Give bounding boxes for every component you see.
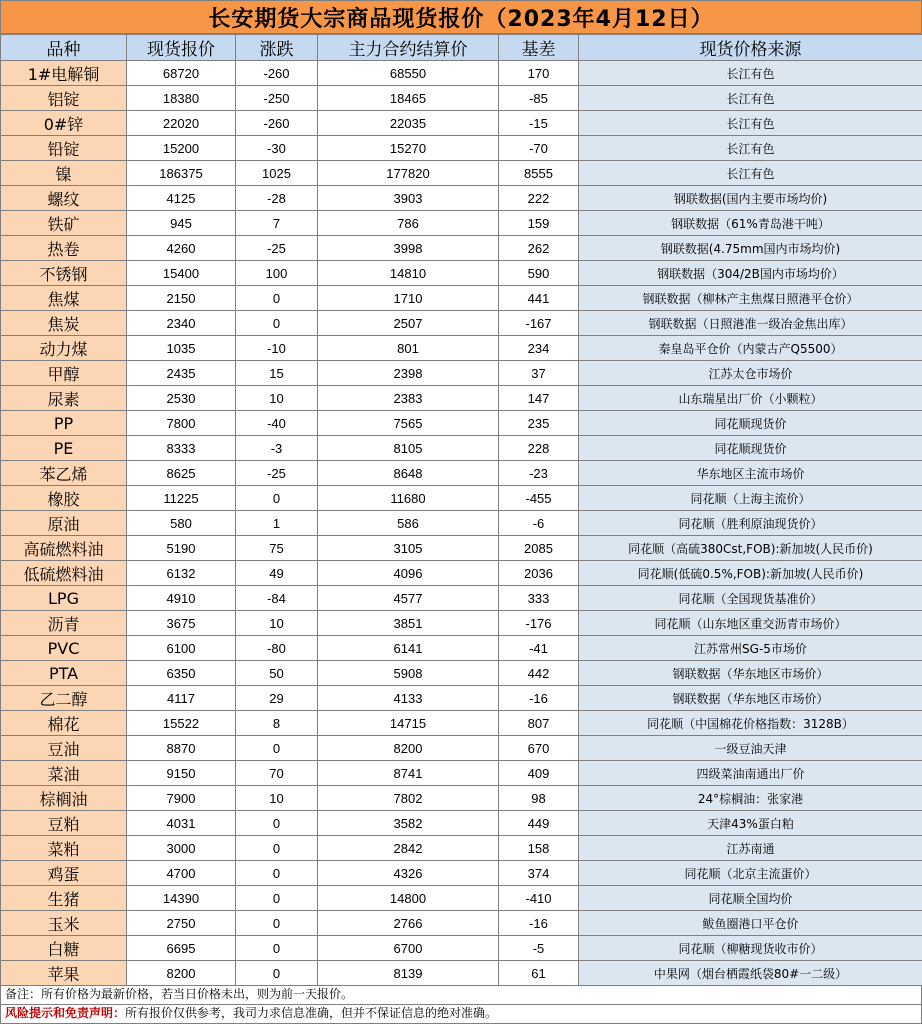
price-change: -80 (236, 636, 318, 661)
basis-value: -15 (499, 111, 579, 136)
price-source: 华东地区主流市场价 (579, 461, 922, 486)
basis-value: 8555 (499, 161, 579, 186)
spot-price: 6100 (127, 636, 236, 661)
commodity-name: PE (1, 436, 127, 461)
basis-value: 222 (499, 186, 579, 211)
table-row (1, 286, 922, 311)
spot-price: 2150 (127, 286, 236, 311)
commodity-name: 菜粕 (1, 836, 127, 861)
basis-value: 2085 (499, 536, 579, 561)
header-spot-price: 现货报价 (127, 35, 236, 61)
spot-price: 8625 (127, 461, 236, 486)
price-source: 钢联数据（日照港准一级冶金焦出库） (579, 311, 922, 336)
price-source: 山东瑞星出厂价（小颗粒） (579, 386, 922, 411)
spot-price: 3000 (127, 836, 236, 861)
table-row (1, 636, 922, 661)
price-change: -84 (236, 586, 318, 611)
commodity-name: 铅锭 (1, 136, 127, 161)
header-commodity: 品种 (1, 35, 127, 61)
spot-price: 580 (127, 511, 236, 536)
basis-value: -6 (499, 511, 579, 536)
settlement-price: 801 (318, 336, 499, 361)
price-change: 10 (236, 611, 318, 636)
settlement-price: 4326 (318, 861, 499, 886)
table-row (1, 811, 922, 836)
settlement-price: 4096 (318, 561, 499, 586)
price-source: 钢联数据（华东地区市场价） (579, 661, 922, 686)
commodity-name: 沥青 (1, 611, 127, 636)
basis-value: 590 (499, 261, 579, 286)
basis-value: 147 (499, 386, 579, 411)
price-source: 长江有色 (579, 61, 922, 86)
basis-value: -23 (499, 461, 579, 486)
risk-text: 所有报价仅供参考，我司力求信息准确，但并不保证信息的绝对准确。 (125, 1006, 498, 1020)
price-source: 钢联数据(4.75mm国内市场均价) (579, 236, 922, 261)
price-change: 49 (236, 561, 318, 586)
table-row (1, 111, 922, 136)
basis-value: -70 (499, 136, 579, 161)
commodity-name: 螺纹 (1, 186, 127, 211)
table-row (1, 911, 922, 936)
price-source: 同花顺（北京主流蛋价） (579, 861, 922, 886)
basis-value: -410 (499, 886, 579, 911)
table-row (1, 761, 922, 786)
table-row (1, 361, 922, 386)
basis-value: 98 (499, 786, 579, 811)
spot-price: 8333 (127, 436, 236, 461)
price-change: 0 (236, 911, 318, 936)
risk-label: 风险提示和免责声明： (5, 1006, 126, 1020)
price-source: 长江有色 (579, 86, 922, 111)
settlement-price: 68550 (318, 61, 499, 86)
settlement-price: 3105 (318, 536, 499, 561)
commodity-name: 原油 (1, 511, 127, 536)
table-row (1, 261, 922, 286)
basis-value: -41 (499, 636, 579, 661)
table-row (1, 511, 922, 536)
price-source: 钢联数据(国内主要市场均价) (579, 186, 922, 211)
settlement-price: 22035 (318, 111, 499, 136)
price-change: 29 (236, 686, 318, 711)
basis-value: 441 (499, 286, 579, 311)
price-source: 同花顺（高硫380Cst,FOB):新加坡(人民币价) (579, 536, 922, 561)
basis-value: -16 (499, 911, 579, 936)
settlement-price: 2383 (318, 386, 499, 411)
basis-value: 333 (499, 586, 579, 611)
spot-price: 22020 (127, 111, 236, 136)
price-source: 钢联数据（华东地区市场价） (579, 686, 922, 711)
commodity-name: 鸡蛋 (1, 861, 127, 886)
basis-value: 374 (499, 861, 579, 886)
settlement-price: 2842 (318, 836, 499, 861)
price-table (0, 34, 922, 986)
settlement-price: 8200 (318, 736, 499, 761)
footer-disclaimer (0, 1005, 922, 1024)
table-row (1, 736, 922, 761)
basis-value: 37 (499, 361, 579, 386)
price-change: 10 (236, 386, 318, 411)
spot-price: 15522 (127, 711, 236, 736)
commodity-name: PTA (1, 661, 127, 686)
basis-value: 228 (499, 436, 579, 461)
settlement-price: 15270 (318, 136, 499, 161)
price-source: 钢联数据（柳林产主焦煤日照港平仓价） (579, 286, 922, 311)
basis-value: -85 (499, 86, 579, 111)
commodity-name: 焦煤 (1, 286, 127, 311)
commodity-name: 不锈钢 (1, 261, 127, 286)
spot-price: 8870 (127, 736, 236, 761)
table-row (1, 936, 922, 961)
price-source: 同花顺现货价 (579, 436, 922, 461)
price-source: 同花顺（中国棉花价格指数：3128B） (579, 711, 922, 736)
price-source: 同花顺现货价 (579, 411, 922, 436)
commodity-name: 高硫燃料油 (1, 536, 127, 561)
commodity-name: 铝锭 (1, 86, 127, 111)
table-row (1, 961, 922, 986)
price-change: 100 (236, 261, 318, 286)
settlement-price: 5908 (318, 661, 499, 686)
price-change: 0 (236, 961, 318, 986)
basis-value: -455 (499, 486, 579, 511)
spot-price: 4700 (127, 861, 236, 886)
header-basis: 基差 (499, 35, 579, 61)
price-change: -10 (236, 336, 318, 361)
price-change: 0 (236, 311, 318, 336)
price-source: 鲅鱼圈港口平仓价 (579, 911, 922, 936)
price-source: 钢联数据（304/2B国内市场均价） (579, 261, 922, 286)
settlement-price: 11680 (318, 486, 499, 511)
settlement-price: 8105 (318, 436, 499, 461)
price-change: -260 (236, 61, 318, 86)
commodity-name: LPG (1, 586, 127, 611)
basis-value: 670 (499, 736, 579, 761)
table-row (1, 586, 922, 611)
price-source: 同花顺（胜利原油现货价） (579, 511, 922, 536)
table-row (1, 836, 922, 861)
commodity-name: PP (1, 411, 127, 436)
basis-value: 158 (499, 836, 579, 861)
commodity-name: 棉花 (1, 711, 127, 736)
price-change: 50 (236, 661, 318, 686)
price-source: 江苏太仓市场价 (579, 361, 922, 386)
header-row (1, 35, 922, 61)
price-source: 同花顺（柳糖现货收市价） (579, 936, 922, 961)
price-source: 同花顺（上海主流价） (579, 486, 922, 511)
commodity-name: 豆粕 (1, 811, 127, 836)
spot-price: 14390 (127, 886, 236, 911)
spot-price: 7800 (127, 411, 236, 436)
spot-price: 4260 (127, 236, 236, 261)
price-change: -3 (236, 436, 318, 461)
price-source: 长江有色 (579, 136, 922, 161)
table-row (1, 786, 922, 811)
price-change: -30 (236, 136, 318, 161)
header-source: 现货价格来源 (579, 35, 922, 61)
price-source: 秦皇岛平仓价（内蒙古产Q5500） (579, 336, 922, 361)
settlement-price: 8741 (318, 761, 499, 786)
settlement-price: 786 (318, 211, 499, 236)
basis-value: -16 (499, 686, 579, 711)
basis-value: 61 (499, 961, 579, 986)
header-settlement: 主力合约结算价 (318, 35, 499, 61)
price-change: 0 (236, 861, 318, 886)
price-change: 8 (236, 711, 318, 736)
commodity-name: 白糖 (1, 936, 127, 961)
settlement-price: 6141 (318, 636, 499, 661)
basis-value: 442 (499, 661, 579, 686)
sheet-title: 长安期货大宗商品现货报价（2023年4月12日） (0, 0, 922, 34)
basis-value: 235 (499, 411, 579, 436)
commodity-name: 苯乙烯 (1, 461, 127, 486)
table-row (1, 686, 922, 711)
table-row (1, 236, 922, 261)
spot-price: 4031 (127, 811, 236, 836)
settlement-price: 3903 (318, 186, 499, 211)
spot-price: 3675 (127, 611, 236, 636)
settlement-price: 586 (318, 511, 499, 536)
table-row (1, 336, 922, 361)
price-change: 7 (236, 211, 318, 236)
price-change: 75 (236, 536, 318, 561)
settlement-price: 2766 (318, 911, 499, 936)
spot-price: 15400 (127, 261, 236, 286)
basis-value: 234 (499, 336, 579, 361)
settlement-price: 7802 (318, 786, 499, 811)
basis-value: 2036 (499, 561, 579, 586)
spot-price: 945 (127, 211, 236, 236)
price-change: 0 (236, 486, 318, 511)
price-change: 0 (236, 936, 318, 961)
basis-value: 449 (499, 811, 579, 836)
settlement-price: 2507 (318, 311, 499, 336)
spot-price: 15200 (127, 136, 236, 161)
basis-value: 807 (499, 711, 579, 736)
basis-value: 170 (499, 61, 579, 86)
price-change: -25 (236, 461, 318, 486)
commodity-name: 菜油 (1, 761, 127, 786)
price-change: 15 (236, 361, 318, 386)
commodity-name: 1#电解铜 (1, 61, 127, 86)
settlement-price: 2398 (318, 361, 499, 386)
spot-price: 6695 (127, 936, 236, 961)
commodity-name: 甲醇 (1, 361, 127, 386)
table-row (1, 536, 922, 561)
commodity-name: 尿素 (1, 386, 127, 411)
spot-price: 18380 (127, 86, 236, 111)
table-row (1, 311, 922, 336)
spot-price: 2750 (127, 911, 236, 936)
spot-price: 2435 (127, 361, 236, 386)
basis-value: -5 (499, 936, 579, 961)
commodity-name: 低硫燃料油 (1, 561, 127, 586)
spot-price: 8200 (127, 961, 236, 986)
price-change: -25 (236, 236, 318, 261)
table-row (1, 61, 922, 86)
price-change: 10 (236, 786, 318, 811)
price-change: -260 (236, 111, 318, 136)
commodity-name: 乙二醇 (1, 686, 127, 711)
price-source: 一级豆油天津 (579, 736, 922, 761)
spot-price: 9150 (127, 761, 236, 786)
spot-price: 5190 (127, 536, 236, 561)
price-change: -28 (236, 186, 318, 211)
commodity-name: 豆油 (1, 736, 127, 761)
table-row (1, 386, 922, 411)
table-row (1, 561, 922, 586)
price-change: 0 (236, 286, 318, 311)
price-source: 同花顺全国均价 (579, 886, 922, 911)
price-change: 70 (236, 761, 318, 786)
basis-value: 262 (499, 236, 579, 261)
table-row (1, 436, 922, 461)
price-change: 1 (236, 511, 318, 536)
table-row (1, 886, 922, 911)
spot-price: 4117 (127, 686, 236, 711)
spot-price: 2340 (127, 311, 236, 336)
price-source: 钢联数据（61%青岛港干吨） (579, 211, 922, 236)
commodity-name: 生猪 (1, 886, 127, 911)
price-source: 长江有色 (579, 161, 922, 186)
table-row (1, 611, 922, 636)
settlement-price: 14810 (318, 261, 499, 286)
price-source: 同花顺（山东地区重交沥青市场价） (579, 611, 922, 636)
spot-price: 186375 (127, 161, 236, 186)
commodity-name: 橡胶 (1, 486, 127, 511)
settlement-price: 14800 (318, 886, 499, 911)
price-source: 四级菜油南通出厂价 (579, 761, 922, 786)
spot-price: 6350 (127, 661, 236, 686)
footer-note: 备注：所有价格为最新价格，若当日价格未出，则为前一天报价。 (0, 986, 922, 1005)
price-change: 1025 (236, 161, 318, 186)
spot-price: 68720 (127, 61, 236, 86)
commodity-name: 0#锌 (1, 111, 127, 136)
table-row (1, 411, 922, 436)
commodity-name: 焦炭 (1, 311, 127, 336)
commodity-name: PVC (1, 636, 127, 661)
settlement-price: 3851 (318, 611, 499, 636)
basis-value: -176 (499, 611, 579, 636)
table-row (1, 161, 922, 186)
basis-value: 409 (499, 761, 579, 786)
spot-price: 11225 (127, 486, 236, 511)
basis-value: 159 (499, 211, 579, 236)
settlement-price: 3582 (318, 811, 499, 836)
spot-price: 6132 (127, 561, 236, 586)
settlement-price: 4577 (318, 586, 499, 611)
commodity-name: 苹果 (1, 961, 127, 986)
commodity-name: 铁矿 (1, 211, 127, 236)
price-source: 江苏常州SG-5市场价 (579, 636, 922, 661)
spot-price: 4125 (127, 186, 236, 211)
settlement-price: 18465 (318, 86, 499, 111)
basis-value: -167 (499, 311, 579, 336)
table-row (1, 136, 922, 161)
settlement-price: 14715 (318, 711, 499, 736)
commodity-name: 镍 (1, 161, 127, 186)
settlement-price: 8648 (318, 461, 499, 486)
price-source: 同花顺（全国现货基准价） (579, 586, 922, 611)
settlement-price: 7565 (318, 411, 499, 436)
table-row (1, 211, 922, 236)
settlement-price: 8139 (318, 961, 499, 986)
settlement-price: 4133 (318, 686, 499, 711)
price-change: 0 (236, 811, 318, 836)
table-row (1, 711, 922, 736)
table-row (1, 86, 922, 111)
price-source: 24°棕榈油：张家港 (579, 786, 922, 811)
commodity-name: 动力煤 (1, 336, 127, 361)
price-change: -40 (236, 411, 318, 436)
spot-price: 7900 (127, 786, 236, 811)
price-source: 中果网（烟台栖霞纸袋80#一二级） (579, 961, 922, 986)
header-change: 涨跌 (236, 35, 318, 61)
table-row (1, 461, 922, 486)
spot-price: 1035 (127, 336, 236, 361)
price-change: 0 (236, 736, 318, 761)
commodity-name: 棕榈油 (1, 786, 127, 811)
price-change: 0 (236, 886, 318, 911)
price-source: 江苏南通 (579, 836, 922, 861)
settlement-price: 3998 (318, 236, 499, 261)
price-source: 天津43%蛋白粕 (579, 811, 922, 836)
table-row (1, 861, 922, 886)
table-row (1, 186, 922, 211)
settlement-price: 6700 (318, 936, 499, 961)
price-source: 长江有色 (579, 111, 922, 136)
price-source: 同花顺(低硫0.5%,FOB):新加坡(人民币价) (579, 561, 922, 586)
price-change: 0 (236, 836, 318, 861)
table-row (1, 486, 922, 511)
spot-price: 4910 (127, 586, 236, 611)
price-change: -250 (236, 86, 318, 111)
settlement-price: 1710 (318, 286, 499, 311)
settlement-price: 177820 (318, 161, 499, 186)
table-row (1, 661, 922, 686)
spot-price: 2530 (127, 386, 236, 411)
commodity-name: 热卷 (1, 236, 127, 261)
commodity-name: 玉米 (1, 911, 127, 936)
